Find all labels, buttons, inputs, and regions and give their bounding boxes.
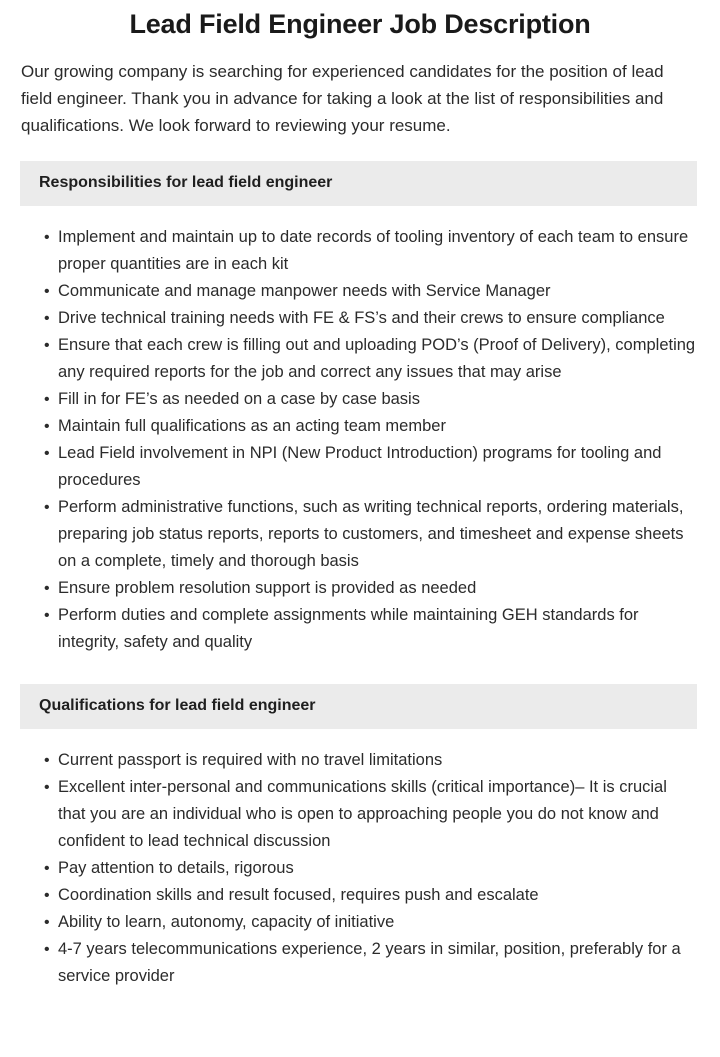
section-header-responsibilities (20, 161, 697, 206)
list-item: • Communicate and manage manpower needs with Service Manager (44, 278, 696, 305)
section-responsibilities (0, 161, 720, 662)
list-item: • Ensure that each crew is filling out and uploading POD’s (Proof of Delivery), completing any required reports for the job and correct any issues that may arise (44, 332, 696, 386)
section-header-qualifications (20, 684, 697, 729)
list-item: • 4-7 years telecommunications experience, 2 years in similar, position, preferably for a service provider (44, 936, 696, 990)
list-item: • Fill in for FE’s as needed on a case by case basis (44, 386, 696, 413)
responsibilities-list (0, 206, 720, 662)
list-item: • Pay attention to details, rigorous (44, 855, 696, 882)
section-header-responsibilities-label: Responsibilities for lead field engineer (39, 174, 333, 191)
list-item: • Coordination skills and result focused, requires push and escalate (44, 882, 696, 909)
section-qualifications (0, 684, 720, 1014)
list-item: • Ensure problem resolution support is provided as needed (44, 575, 696, 602)
page-title: Lead Field Engineer Job Description (129, 9, 591, 39)
list-item: • Perform duties and complete assignments while maintaining GEH standards for integrity, safety and quality (44, 602, 696, 656)
list-item: • Excellent inter-personal and communications skills (critical importance)– It is crucial that you are an individual who is open to approaching people you do not know and confident to lead technical discussion (44, 774, 696, 855)
list-item: • Lead Field involvement in NPI (New Product Introduction) programs for tooling and procedures (44, 440, 696, 494)
list-item: • Current passport is required with no travel limitations (44, 747, 696, 774)
list-item: • Drive technical training needs with FE & FS’s and their crews to ensure compliance (44, 305, 696, 332)
list-item: • Perform administrative functions, such as writing technical reports, ordering materials, preparing job status reports, reports to customers, and timesheet and expense sheets on a complete, timely and thorough basis (44, 494, 696, 575)
list-item: • Implement and maintain up to date records of tooling inventory of each team to ensure proper quantities are in each kit (44, 224, 696, 278)
list-item: • Ability to learn, autonomy, capacity of initiative (44, 909, 696, 936)
qualifications-list (0, 729, 720, 1014)
section-header-qualifications-label: Qualifications for lead field engineer (39, 697, 316, 714)
intro-paragraph: Our growing company is searching for experienced candidates for the position of lead field engineer. Thank you in advance for taking a look at the list of responsibilities and qualifications. We look forward to reviewing your resume. (21, 62, 664, 135)
list-item: • Maintain full qualifications as an acting team member (44, 413, 696, 440)
